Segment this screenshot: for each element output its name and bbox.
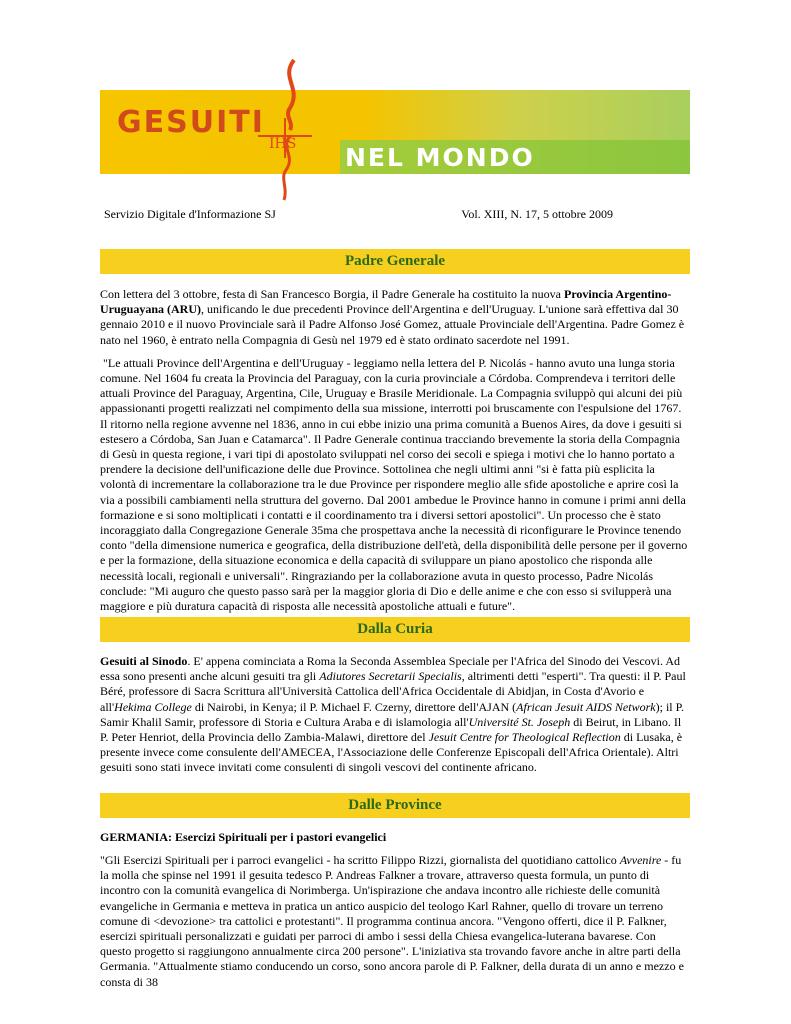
paragraph: "Gli Esercizi Spirituali per i parroci evangelici - ha scritto Filippo Rizzi, giornalista del quotidiano cattolico Avvenire - fu la molla che spinse nel 1991 il gesuita tedesco P. Andreas Falkner a trovare, attraverso questa formula, un punto di incontro con la comunità evangelica di Norimberga. Un'ispirazione che andava incontro alle richieste delle comunità evangeliche in Germania e metteva in pratica un antico auspicio del teologo Karl Rahner, quello di trovare un terreno comune di <devozione> tra cattolici e protestanti". Il programma continua ancora. "Vengono offerti, dice il P. Falkner, esercizi spirituali personalizzati e guidati per parroci di ambo i sessi della Chiesa evangelica-luterana bavarese. Con questo progetto si raggiungono annualmente circa 200 persone". L'iniziativa sta trovando favore anche in altre parti della Germania. "Attualmente stiamo conducendo un corso, sono ancora parole di P. Falkner, della durata di un anno e mezzo e consta di 38: [100, 853, 684, 989]
paragraph: Gesuiti al Sinodo. E' appena cominciata a Roma la Seconda Assemblea Speciale per l'Africa del Sinodo dei Vescovi. Ad essa sono presenti anche alcuni gesuiti tra gli Adiutores Secretarii Specialis, altrimenti detti "esperti". Tra questi: il P. Paul Béré, professore di Sacra Scrittura all'Università Cattolica dell'Africa Occidentale di Abidjan, in Costa d'Avorio e all'Hekima College di Nairobi, in Kenya; il P. Michael F. Czerny, direttore dell'AJAN (African Jesuit AIDS Network); il P. Samir Khalil Samir, professore di Storia e Cultura Araba e di islamologia all'Université St. Joseph di Beirut, in Libano. Il P. Peter Henriot, della Provincia dello Zambia-Malawi, direttore del Jesuit Centre for Theological Reflection di Lusaka, è presente invece come consulente dell'AMECEA, l'Associazione delle Conferenze Episcopali dell'Africa Orientale). Altri gesuiti sono stati invece invitati come consulenti di singoli vescovi del continente africano.: [100, 654, 686, 775]
paragraph: Con lettera del 3 ottobre, festa di San Francesco Borgia, il Padre Generale ha costituito la nuova Provincia Argentino-Uruguayana (ARU), unificando le due precedenti Province dell'Argentina e dell'Uruguay. L'unione sarà effettiva dal 30 gennaio 2010 e il nuovo Provinciale sarà il Padre Alfonso José Gomez, attuale Provinciale dell'Argentina. Padre Gomez è nato nel 1960, è entrato nella Compagnia di Gesù nel 1979 ed è stato ordinato sacerdote nel 1991.: [100, 287, 685, 347]
article-heading: GERMANIA: Esercizi Spirituali per i pastori evangelici: [100, 830, 387, 844]
issue-info: Vol. XIII, N. 17, 5 ottobre 2009: [461, 207, 613, 221]
ihs-emblem-icon: [250, 58, 320, 203]
logo-gesuiti: GESUITI: [117, 105, 265, 140]
bold-text: Provincia Argentino-Uruguayana (ARU): [100, 287, 672, 317]
logo-nel-mondo: NEL MONDO: [345, 143, 535, 172]
section-title-padre-generale: Padre Generale: [100, 249, 690, 274]
section-body-dalle-province: [100, 853, 690, 990]
section-body-dalla-curia: [100, 654, 690, 776]
paragraph: "Le attuali Province dell'Argentina e dell'Uruguay - leggiamo nella lettera del P. Nicolás - hanno avuto una lunga storia comune. Nel 1604 fu creata la Provincia del Paraguay, con la curia provinciale a Córdoba. Comprendeva i territori delle attuali Province del Paraguay, Argentina, Cile, Uruguay e Brasile Meridionale. La Compagnia sviluppò qui alcuni dei più appassionanti progetti realizzati nel compimento della sua missione, interrotti poi bruscamente con l'espulsione del 1767. Il ritorno nella regione avvenne nel 1836, anno in cui ebbe inizio una prima comunità a Buenos Aires, da dove i gesuiti si estesero a Córdoba, San Juan e Catamarca". Il Padre Generale continua tracciando brevemente la storia della Compagnia di Gesù in questa regione, i vari tipi di apostolato sviluppati nel corso dei secoli e spiega i motivi che lo hanno portato a prendere la decisione dell'unificazione delle due Province. Sottolinea che negli ultimi anni "si è fatta più esplicita la volontà di incrementare la collaborazione tra le due Province per rispondere meglio alle sfide apostoliche e aprire così la via a possibili cambiamenti nella struttura del governo. Dal 2001 ambedue le Province hanno in comune i primi anni della formazione e si sono moltiplicati i contatti e il coordinamento tra i diversi settori apostolici". Un processo che è stato incoraggiato dalla Congregazione Generale 35ma che prospettava anche la necessità di riconfigurare le Province tenendo conto "della dimensione numerica e geografica, della distribuzione dell'età, della disponibilità delle persone per il governo e per la formazione, della situazione economica e della capacità di sviluppare un piano apostolico che risponda alle necessità locali, regionali e universali". Ringraziando per la collaborazione avuta in questo processo, Padre Nicolás conclude: "Mi auguro che questo passo sarà per la maggior gloria di Dio e delle anime e che con esso si svilupperà una maggiore e più duratura capacità di risposta alle necessità apostoliche attuali e future".: [100, 355, 688, 614]
section-title-dalle-province: Dalle Province: [100, 793, 690, 818]
section-body-padre-generale: [100, 287, 690, 614]
bold-text: Gesuiti al Sinodo: [100, 654, 188, 668]
service-name: Servizio Digitale d'Informazione SJ: [104, 207, 276, 221]
emblem-text: IHS: [269, 136, 297, 152]
section-title-dalla-curia: Dalla Curia: [100, 617, 690, 642]
